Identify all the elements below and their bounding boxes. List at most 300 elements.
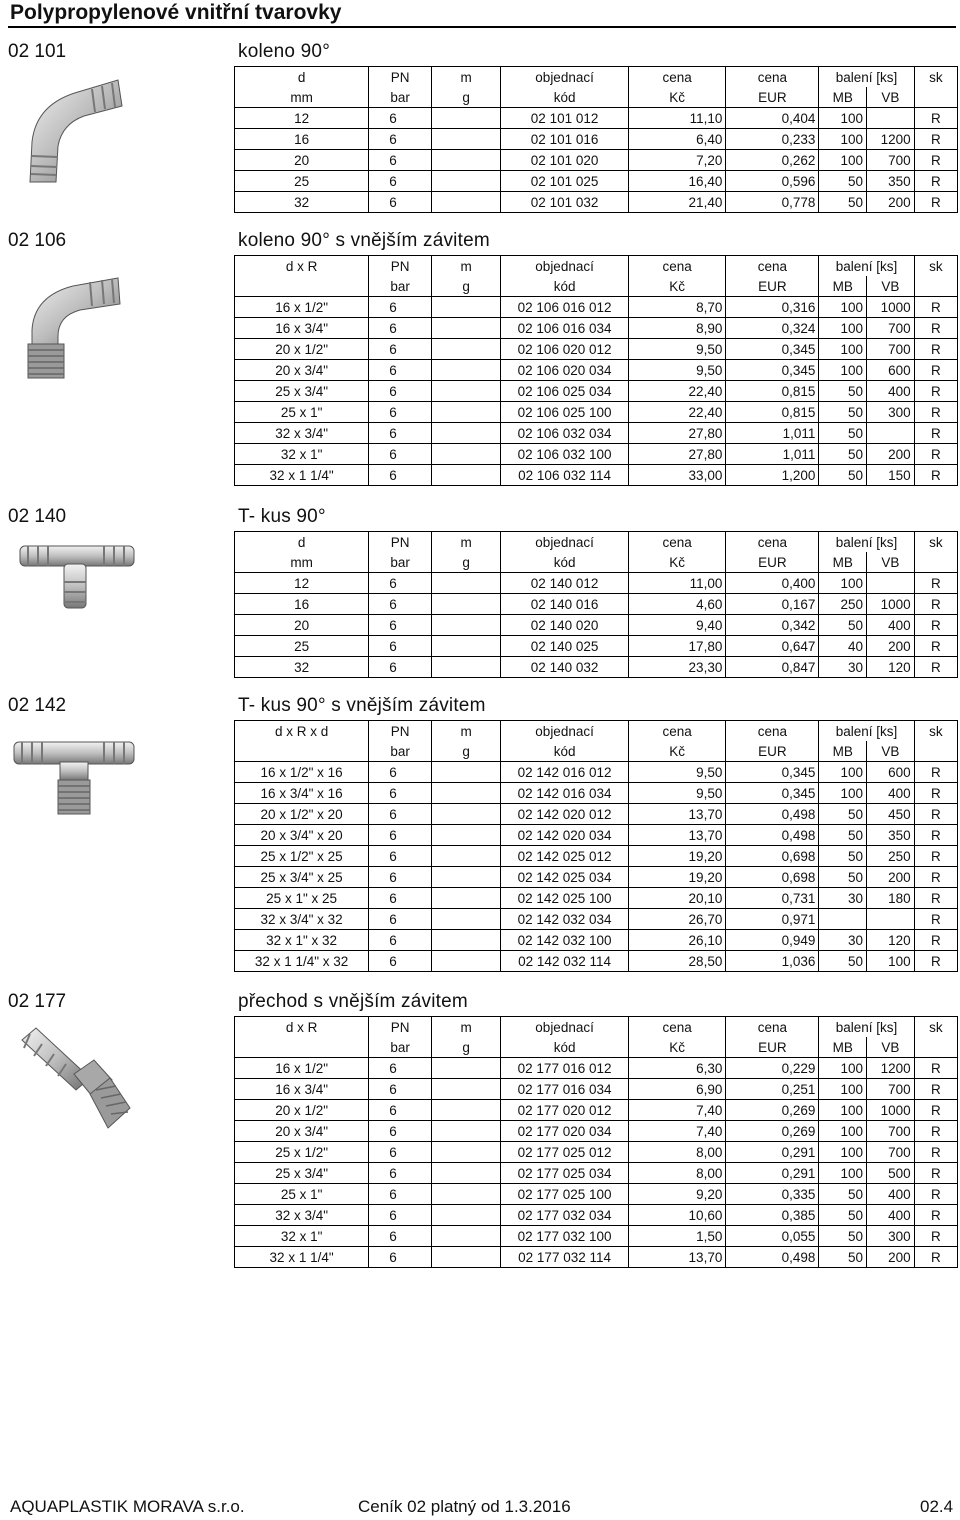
table-cell: 0,335: [726, 1184, 819, 1205]
table-cell: 16,40: [628, 171, 725, 192]
table-row: [235, 825, 958, 846]
column-subheader-stock: [914, 1037, 957, 1058]
table-row: [235, 108, 958, 129]
table-cell: R: [914, 192, 957, 213]
section-product-name: T- kus 90°: [238, 506, 326, 527]
table-cell: 02 140 025: [501, 636, 629, 657]
table-cell: 6,90: [628, 1079, 725, 1100]
table-cell: 8,00: [628, 1163, 725, 1184]
table-cell: 0,345: [726, 783, 819, 804]
table-cell: 12: [235, 573, 369, 594]
column-header-dimension: d x R: [235, 256, 369, 277]
column-subheader-pn: bar: [369, 741, 432, 762]
price-table: [234, 255, 958, 486]
table-row: [235, 1205, 958, 1226]
table-cell: R: [914, 1058, 957, 1079]
table-cell: 6: [369, 318, 432, 339]
table-cell: 13,70: [628, 804, 725, 825]
table-cell: 9,50: [628, 339, 725, 360]
table-cell: 7,20: [628, 150, 725, 171]
table-cell: 50: [819, 465, 867, 486]
column-header-mass: m: [431, 256, 500, 277]
column-subheader-dimension: mm: [235, 552, 369, 573]
column-header-packaging: balení [ks]: [819, 532, 914, 553]
table-cell: 1200: [867, 1058, 915, 1079]
column-subheader-order-code: kód: [501, 741, 629, 762]
table-cell: 13,70: [628, 825, 725, 846]
table-cell: 9,50: [628, 762, 725, 783]
table-cell: 9,50: [628, 783, 725, 804]
column-header-stock: sk: [914, 256, 957, 277]
table-cell: 6: [369, 825, 432, 846]
table-cell: 0,291: [726, 1163, 819, 1184]
tee-fitting-icon: [18, 540, 138, 612]
footer-pricelist: Ceník 02 platný od 1.3.2016: [358, 1497, 571, 1516]
table-cell: 100: [819, 150, 867, 171]
table-cell: [431, 951, 500, 972]
column-header-pn: PN: [369, 532, 432, 553]
table-row: [235, 318, 958, 339]
table-row: [235, 1121, 958, 1142]
column-header-price-eur: cena: [726, 1017, 819, 1038]
table-cell: R: [914, 762, 957, 783]
table-cell: 8,90: [628, 318, 725, 339]
table-cell: 100: [819, 1058, 867, 1079]
table-cell: R: [914, 1163, 957, 1184]
table-cell: 6: [369, 423, 432, 444]
table-cell: 300: [867, 1226, 915, 1247]
table-row: [235, 615, 958, 636]
table-cell: 50: [819, 423, 867, 444]
column-subheader-order-code: kód: [501, 552, 629, 573]
table-cell: 11,00: [628, 573, 725, 594]
table-cell: 6: [369, 150, 432, 171]
table-cell: 02 177 025 100: [501, 1184, 629, 1205]
column-header-stock: sk: [914, 721, 957, 742]
table-cell: 300: [867, 402, 915, 423]
section-product-name: koleno 90° s vnějším závitem: [238, 230, 490, 251]
table-cell: 26,70: [628, 909, 725, 930]
table-cell: 9,20: [628, 1184, 725, 1205]
column-subheader-mass: g: [431, 276, 500, 297]
table-cell: 21,40: [628, 192, 725, 213]
table-cell: 22,40: [628, 381, 725, 402]
table-cell: 16 x 3/4": [235, 1079, 369, 1100]
column-subheader-vb: VB: [867, 741, 915, 762]
column-subheader-pn: bar: [369, 87, 432, 108]
table-cell: 50: [819, 1247, 867, 1268]
column-header-dimension: d: [235, 532, 369, 553]
section-code: 02 142: [8, 695, 67, 716]
table-cell: 200: [867, 1247, 915, 1268]
column-subheader-czk: Kč: [628, 1037, 725, 1058]
table-cell: 700: [867, 339, 915, 360]
table-cell: 25 x 1/2": [235, 1142, 369, 1163]
column-header-stock: sk: [914, 1017, 957, 1038]
table-row: [235, 1226, 958, 1247]
table-cell: 4,60: [628, 594, 725, 615]
column-subheader-czk: Kč: [628, 276, 725, 297]
column-subheader-mb: MB: [819, 87, 867, 108]
table-cell: 16 x 1/2" x 16: [235, 762, 369, 783]
column-subheader-eur: EUR: [726, 87, 819, 108]
table-cell: 32 x 1": [235, 444, 369, 465]
table-cell: 33,00: [628, 465, 725, 486]
table-row: [235, 1079, 958, 1100]
column-header-price-czk: cena: [628, 256, 725, 277]
table-cell: 0,698: [726, 846, 819, 867]
table-cell: [431, 318, 500, 339]
table-row: [235, 129, 958, 150]
table-cell: R: [914, 657, 957, 678]
table-cell: R: [914, 129, 957, 150]
table-cell: 50: [819, 867, 867, 888]
table-cell: [819, 909, 867, 930]
table-cell: 0,251: [726, 1079, 819, 1100]
table-row: [235, 339, 958, 360]
table-cell: R: [914, 615, 957, 636]
table-cell: 6: [369, 129, 432, 150]
table-cell: [431, 930, 500, 951]
table-cell: 700: [867, 150, 915, 171]
column-header-price-eur: cena: [726, 256, 819, 277]
table-cell: 12: [235, 108, 369, 129]
table-cell: 27,80: [628, 423, 725, 444]
table-cell: R: [914, 402, 957, 423]
table-cell: 1,200: [726, 465, 819, 486]
table-cell: 16 x 1/2": [235, 297, 369, 318]
column-subheader-mass: g: [431, 1037, 500, 1058]
table-row: [235, 594, 958, 615]
column-header-stock: sk: [914, 67, 957, 88]
table-cell: 02 177 020 012: [501, 1100, 629, 1121]
table-cell: 50: [819, 1205, 867, 1226]
column-subheader-mass: g: [431, 741, 500, 762]
column-header-order-code: objednací: [501, 256, 629, 277]
column-subheader-stock: [914, 741, 957, 762]
column-subheader-eur: EUR: [726, 276, 819, 297]
table-cell: 0,291: [726, 1142, 819, 1163]
table-cell: R: [914, 909, 957, 930]
table-row: [235, 636, 958, 657]
table-cell: 02 140 032: [501, 657, 629, 678]
column-header-packaging: balení [ks]: [819, 721, 914, 742]
table-cell: [431, 804, 500, 825]
table-cell: 0,055: [726, 1226, 819, 1247]
table-cell: R: [914, 1142, 957, 1163]
table-cell: 6: [369, 1121, 432, 1142]
table-cell: 8,00: [628, 1142, 725, 1163]
table-cell: [431, 297, 500, 318]
table-cell: 16 x 3/4" x 16: [235, 783, 369, 804]
table-cell: [867, 108, 915, 129]
page-title: Polypropylenové vnitřní tvarovky: [10, 1, 342, 24]
table-row: [235, 867, 958, 888]
table-cell: 120: [867, 930, 915, 951]
table-cell: 9,50: [628, 360, 725, 381]
column-subheader-czk: Kč: [628, 87, 725, 108]
table-cell: [431, 360, 500, 381]
table-cell: 500: [867, 1163, 915, 1184]
table-cell: 0,498: [726, 1247, 819, 1268]
column-header-mass: m: [431, 1017, 500, 1038]
price-table: [234, 1016, 958, 1268]
table-cell: 02 140 020: [501, 615, 629, 636]
footer-company: AQUAPLASTIK MORAVA s.r.o.: [10, 1497, 245, 1516]
column-subheader-eur: EUR: [726, 552, 819, 573]
table-cell: R: [914, 783, 957, 804]
column-header-packaging: balení [ks]: [819, 67, 914, 88]
table-cell: 120: [867, 657, 915, 678]
column-header-mass: m: [431, 721, 500, 742]
table-cell: 50: [819, 444, 867, 465]
table-cell: R: [914, 1205, 957, 1226]
table-cell: 100: [819, 129, 867, 150]
table-cell: 6: [369, 1226, 432, 1247]
table-row: [235, 381, 958, 402]
table-cell: 0,324: [726, 318, 819, 339]
column-subheader-dimension: [235, 1037, 369, 1058]
table-cell: 19,20: [628, 846, 725, 867]
column-header-price-czk: cena: [628, 532, 725, 553]
table-cell: 16: [235, 594, 369, 615]
table-cell: 0,233: [726, 129, 819, 150]
table-cell: 20 x 3/4": [235, 1121, 369, 1142]
table-cell: 0,345: [726, 762, 819, 783]
table-cell: 27,80: [628, 444, 725, 465]
table-row: [235, 402, 958, 423]
table-cell: R: [914, 930, 957, 951]
table-cell: 100: [819, 318, 867, 339]
table-cell: 0,847: [726, 657, 819, 678]
column-header-dimension: d x R: [235, 1017, 369, 1038]
table-cell: R: [914, 1100, 957, 1121]
table-cell: 0,731: [726, 888, 819, 909]
table-cell: [431, 615, 500, 636]
table-cell: R: [914, 1247, 957, 1268]
table-cell: 17,80: [628, 636, 725, 657]
table-cell: [431, 129, 500, 150]
table-cell: 0,167: [726, 594, 819, 615]
column-header-order-code: objednací: [501, 721, 629, 742]
table-cell: 150: [867, 465, 915, 486]
price-table: [234, 720, 958, 972]
table-cell: R: [914, 573, 957, 594]
table-cell: 6: [369, 297, 432, 318]
table-row: [235, 150, 958, 171]
table-cell: 6: [369, 1247, 432, 1268]
table-cell: 32 x 1 1/4": [235, 1247, 369, 1268]
column-subheader-mb: MB: [819, 1037, 867, 1058]
table-cell: 250: [867, 846, 915, 867]
table-cell: 0,400: [726, 573, 819, 594]
table-cell: 02 142 020 012: [501, 804, 629, 825]
table-cell: 32 x 3/4" x 32: [235, 909, 369, 930]
table-cell: [431, 657, 500, 678]
table-cell: 02 140 012: [501, 573, 629, 594]
table-cell: 6: [369, 762, 432, 783]
table-cell: 25 x 3/4" x 25: [235, 867, 369, 888]
table-cell: 40: [819, 636, 867, 657]
table-cell: R: [914, 1226, 957, 1247]
table-cell: R: [914, 465, 957, 486]
table-cell: 32 x 3/4": [235, 423, 369, 444]
table-row: [235, 1058, 958, 1079]
table-cell: 30: [819, 657, 867, 678]
table-cell: 19,20: [628, 867, 725, 888]
table-cell: 20: [235, 615, 369, 636]
column-subheader-order-code: kód: [501, 87, 629, 108]
table-cell: [431, 192, 500, 213]
table-cell: 6: [369, 339, 432, 360]
table-cell: R: [914, 360, 957, 381]
table-cell: 100: [819, 1100, 867, 1121]
table-cell: 700: [867, 1142, 915, 1163]
column-header-price-eur: cena: [726, 721, 819, 742]
table-cell: [431, 171, 500, 192]
table-cell: 6: [369, 951, 432, 972]
table-cell: [867, 909, 915, 930]
table-cell: R: [914, 381, 957, 402]
column-header-dimension: d x R x d: [235, 721, 369, 742]
table-cell: [431, 1142, 500, 1163]
table-cell: [431, 867, 500, 888]
table-cell: [431, 1079, 500, 1100]
table-cell: 6: [369, 1205, 432, 1226]
column-subheader-eur: EUR: [726, 1037, 819, 1058]
section-code: 02 140: [8, 506, 67, 527]
table-cell: 0,815: [726, 381, 819, 402]
table-cell: 02 101 012: [501, 108, 629, 129]
table-cell: 6: [369, 444, 432, 465]
table-cell: [431, 1100, 500, 1121]
table-cell: 50: [819, 171, 867, 192]
table-cell: [431, 1247, 500, 1268]
table-cell: [431, 444, 500, 465]
table-cell: 6: [369, 867, 432, 888]
table-cell: 02 142 032 114: [501, 951, 629, 972]
table-cell: 02 106 032 034: [501, 423, 629, 444]
table-cell: 02 101 025: [501, 171, 629, 192]
table-cell: 02 101 016: [501, 129, 629, 150]
table-cell: 0,269: [726, 1100, 819, 1121]
column-header-price-eur: cena: [726, 532, 819, 553]
table-cell: 50: [819, 804, 867, 825]
section-product-name: přechod s vnějším závitem: [238, 991, 468, 1012]
table-cell: 23,30: [628, 657, 725, 678]
table-row: [235, 930, 958, 951]
table-row: [235, 762, 958, 783]
table-cell: 6: [369, 1100, 432, 1121]
table-cell: [431, 783, 500, 804]
table-cell: 02 142 025 034: [501, 867, 629, 888]
table-cell: 30: [819, 888, 867, 909]
table-cell: 20 x 1/2": [235, 1100, 369, 1121]
column-header-pn: PN: [369, 721, 432, 742]
table-cell: 02 177 032 114: [501, 1247, 629, 1268]
column-subheader-order-code: kód: [501, 276, 629, 297]
table-row: [235, 573, 958, 594]
table-cell: 1000: [867, 297, 915, 318]
table-cell: 50: [819, 846, 867, 867]
table-cell: 400: [867, 615, 915, 636]
table-cell: 6: [369, 657, 432, 678]
table-cell: [431, 594, 500, 615]
table-row: [235, 657, 958, 678]
table-cell: 30: [819, 930, 867, 951]
table-cell: 13,70: [628, 1247, 725, 1268]
table-cell: 0,385: [726, 1205, 819, 1226]
column-subheader-stock: [914, 276, 957, 297]
table-row: [235, 804, 958, 825]
column-subheader-pn: bar: [369, 276, 432, 297]
table-cell: 250: [819, 594, 867, 615]
table-cell: 26,10: [628, 930, 725, 951]
table-cell: 50: [819, 381, 867, 402]
table-cell: R: [914, 339, 957, 360]
table-cell: 6: [369, 1079, 432, 1100]
table-cell: 02 142 032 100: [501, 930, 629, 951]
table-cell: 6,40: [628, 129, 725, 150]
table-cell: 32 x 1" x 32: [235, 930, 369, 951]
table-cell: [431, 762, 500, 783]
table-cell: 100: [819, 108, 867, 129]
table-cell: [431, 636, 500, 657]
table-cell: 0,262: [726, 150, 819, 171]
table-cell: 100: [819, 1121, 867, 1142]
table-cell: 6: [369, 1163, 432, 1184]
column-subheader-vb: VB: [867, 1037, 915, 1058]
table-cell: 700: [867, 1121, 915, 1142]
table-cell: 400: [867, 1205, 915, 1226]
table-cell: 100: [819, 1079, 867, 1100]
table-cell: R: [914, 867, 957, 888]
section-code: 02 177: [8, 991, 67, 1012]
table-cell: R: [914, 825, 957, 846]
table-cell: [431, 108, 500, 129]
table-cell: 600: [867, 360, 915, 381]
table-row: [235, 297, 958, 318]
table-cell: 0,269: [726, 1121, 819, 1142]
table-cell: 6: [369, 930, 432, 951]
table-cell: 6: [369, 192, 432, 213]
table-cell: 6: [369, 1058, 432, 1079]
table-cell: 6: [369, 402, 432, 423]
table-cell: R: [914, 888, 957, 909]
table-cell: R: [914, 846, 957, 867]
table-cell: 1000: [867, 1100, 915, 1121]
price-table: [234, 66, 958, 213]
table-cell: 10,60: [628, 1205, 725, 1226]
table-cell: 9,40: [628, 615, 725, 636]
table-cell: R: [914, 1079, 957, 1100]
table-cell: 02 142 025 100: [501, 888, 629, 909]
table-cell: R: [914, 318, 957, 339]
table-cell: 02 177 025 034: [501, 1163, 629, 1184]
table-cell: [431, 402, 500, 423]
table-cell: 400: [867, 783, 915, 804]
table-cell: 22,40: [628, 402, 725, 423]
table-row: [235, 444, 958, 465]
table-cell: 02 142 025 012: [501, 846, 629, 867]
column-subheader-dimension: [235, 741, 369, 762]
table-cell: 25: [235, 171, 369, 192]
table-cell: 6: [369, 108, 432, 129]
table-cell: 400: [867, 381, 915, 402]
column-subheader-order-code: kód: [501, 1037, 629, 1058]
table-cell: 02 177 016 012: [501, 1058, 629, 1079]
table-cell: R: [914, 297, 957, 318]
